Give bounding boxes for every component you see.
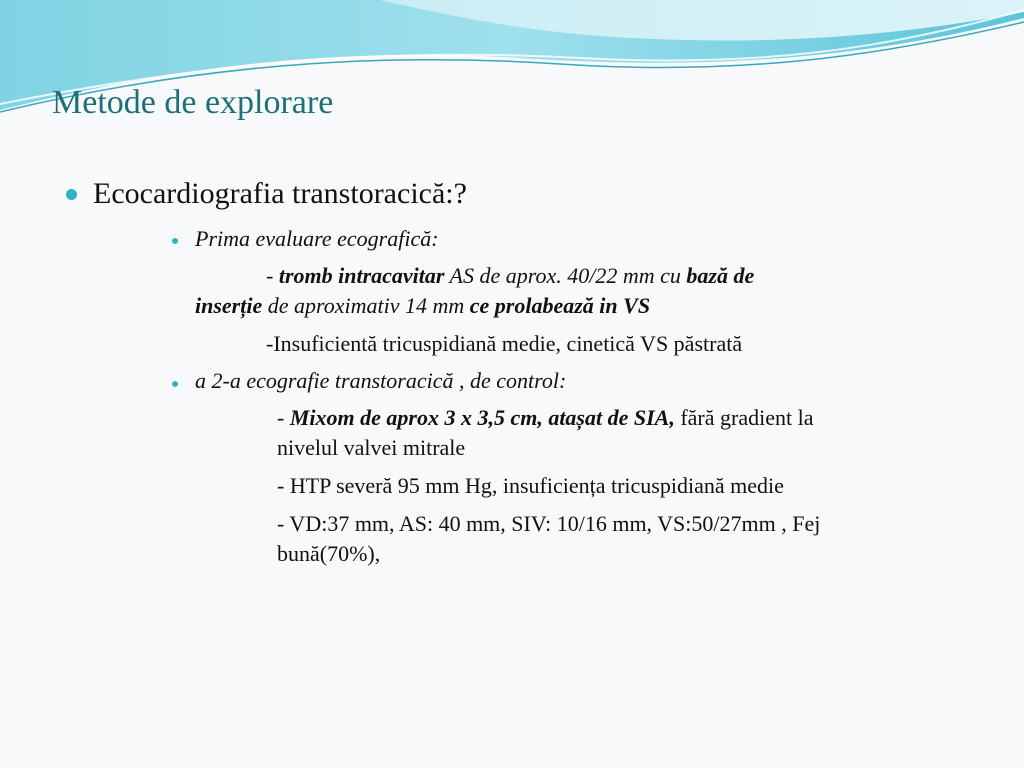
bold-text: Mixom de aprox 3 x 3,5 cm, atașat de SIA, xyxy=(289,405,675,430)
sub-bullet-dot-icon xyxy=(172,238,178,244)
bullet-ecocardiografia: Ecocardiografia transtoracică:? xyxy=(93,177,467,210)
italic-text: AS de aprox. 40/22 mm cu xyxy=(444,263,687,288)
sub-bullet-control-echo: a 2-a ecografie transtoracică , de control: xyxy=(195,368,567,393)
control-echo-line-1 xyxy=(277,405,813,431)
bold-text: inserție xyxy=(195,293,263,318)
bullet-dot-icon xyxy=(66,189,77,200)
sub-bullet-dot-icon xyxy=(172,381,178,387)
control-echo-line-2: nivelul valvei mitrale xyxy=(277,435,466,460)
dash-text: - xyxy=(277,405,290,430)
sub-bullet-first-evaluation: Prima evaluare ecografică: xyxy=(195,226,439,251)
plain-text: fără gradient la xyxy=(674,405,814,430)
control-echo-line-3: - HTP severă 95 mm Hg, insuficiența tricuspidiană medie xyxy=(277,473,784,498)
slide-title: Metode de explorare xyxy=(52,84,334,121)
bold-text: bază de xyxy=(686,263,755,288)
first-eval-line-2 xyxy=(195,293,650,319)
bold-text: tromb intracavitar xyxy=(278,263,445,288)
control-echo-line-5: bună(70%), xyxy=(277,541,381,566)
italic-text: de aproximativ 14 mm xyxy=(262,293,470,318)
first-eval-line-3: -Insuficientă tricuspidiană medie, cinetică VS păstrată xyxy=(266,331,743,356)
dash-text: - xyxy=(266,263,279,288)
control-echo-line-4: - VD:37 mm, AS: 40 mm, SIV: 10/16 mm, VS:50/27mm , Fej xyxy=(277,511,821,536)
first-eval-line-1 xyxy=(266,263,754,289)
bold-text: ce prolabează in VS xyxy=(469,293,651,318)
